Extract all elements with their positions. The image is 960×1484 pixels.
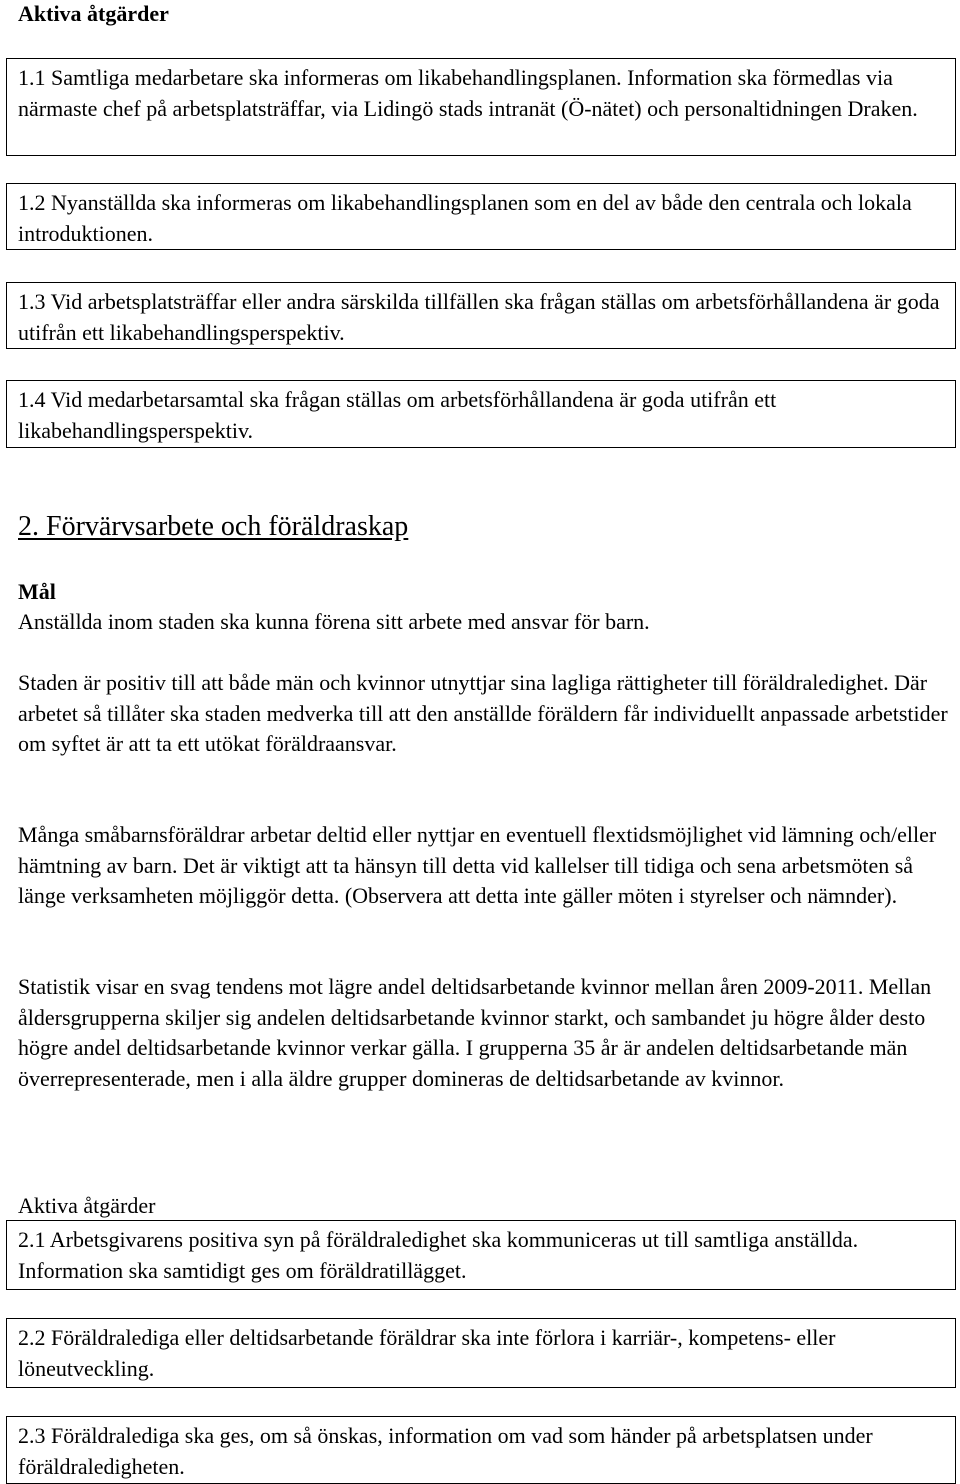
action-box-2-1: 2.1 Arbetsgivarens positiva syn på föräldraledighet ska kommuniceras ut till samtliga anställda. Information ska samtidigt ges om föräldratillägget. xyxy=(6,1220,956,1290)
paragraph-part-time: Många småbarnsföräldrar arbetar deltid eller nyttjar en eventuell flextidsmöjlighet vid lämning och/eller hämtning av barn. Det är viktigt att ta hänsyn till detta vid kallelser till tidiga och sena arbetsmöten så länge verksamheten möjliggör detta. (Observera att detta inte gäller möten i styrelser och nämnder). xyxy=(18,822,937,908)
action-box-1-4: 1.4 Vid medarbetarsamtal ska frågan ställas om arbetsförhållandena är goda utifrån ett likabehandlingsperspektiv. xyxy=(6,380,956,448)
paragraph-goal: Anställda inom staden ska kunna förena sitt arbete med ansvar för barn. xyxy=(18,609,650,634)
paragraph-statistics: Statistik visar en svag tendens mot lägre andel deltidsarbetande kvinnor mellan åren 2009-2011. Mellan åldersgrupperna skiljer sig andelen deltidsarbetande kvinnor starkt, och sambandet ju högre ålder desto högre andel deltidsarbetande kvinnor verkar gälla. I grupperna 35 år är andelen deltidsarbetande män överrepresenterade, men i alla äldre grupper domineras de deltidsarbetande av kvinnor. xyxy=(18,974,932,1091)
paragraph-parental-leave: Staden är positiv till att både män och kvinnor utnyttjar sina lagliga rättigheter till föräldraledighet. Där arbetet så tillåter ska staden medverka till att den anställde föräldern får individuellt anpassade arbetstider om syftet är att ta ett utökat föräldraansvar. xyxy=(18,670,948,756)
action-box-1-2: 1.2 Nyanställda ska informeras om likabehandlingsplanen som en del av både den centrala och lokala introduktionen. xyxy=(6,183,956,250)
action-box-2-3: 2.3 Föräldralediga ska ges, om så önskas, information om vad som händer på arbetsplatsen under föräldraledigheten. xyxy=(6,1416,956,1484)
section1-actions-heading: Aktiva åtgärder xyxy=(18,1,169,26)
goal-heading: Mål xyxy=(18,579,56,604)
section2-actions-heading: Aktiva åtgärder xyxy=(18,1193,156,1218)
action-box-2-2: 2.2 Föräldralediga eller deltidsarbetande föräldrar ska inte förlora i karriär-, kompetens- eller löneutveckling. xyxy=(6,1318,956,1388)
action-box-1-1: 1.1 Samtliga medarbetare ska informeras om likabehandlingsplanen. Information ska förmedlas via närmaste chef på arbetsplatsträffar, via Lidingö stads intranät (Ö-nätet) och personaltidningen Draken. xyxy=(6,58,956,156)
action-box-1-3: 1.3 Vid arbetsplatsträffar eller andra särskilda tillfällen ska frågan ställas om arbetsförhållandena är goda utifrån ett likabehandlingsperspektiv. xyxy=(6,282,956,349)
section2-title: 2. Förvärvsarbete och föräldraskap xyxy=(18,511,409,542)
